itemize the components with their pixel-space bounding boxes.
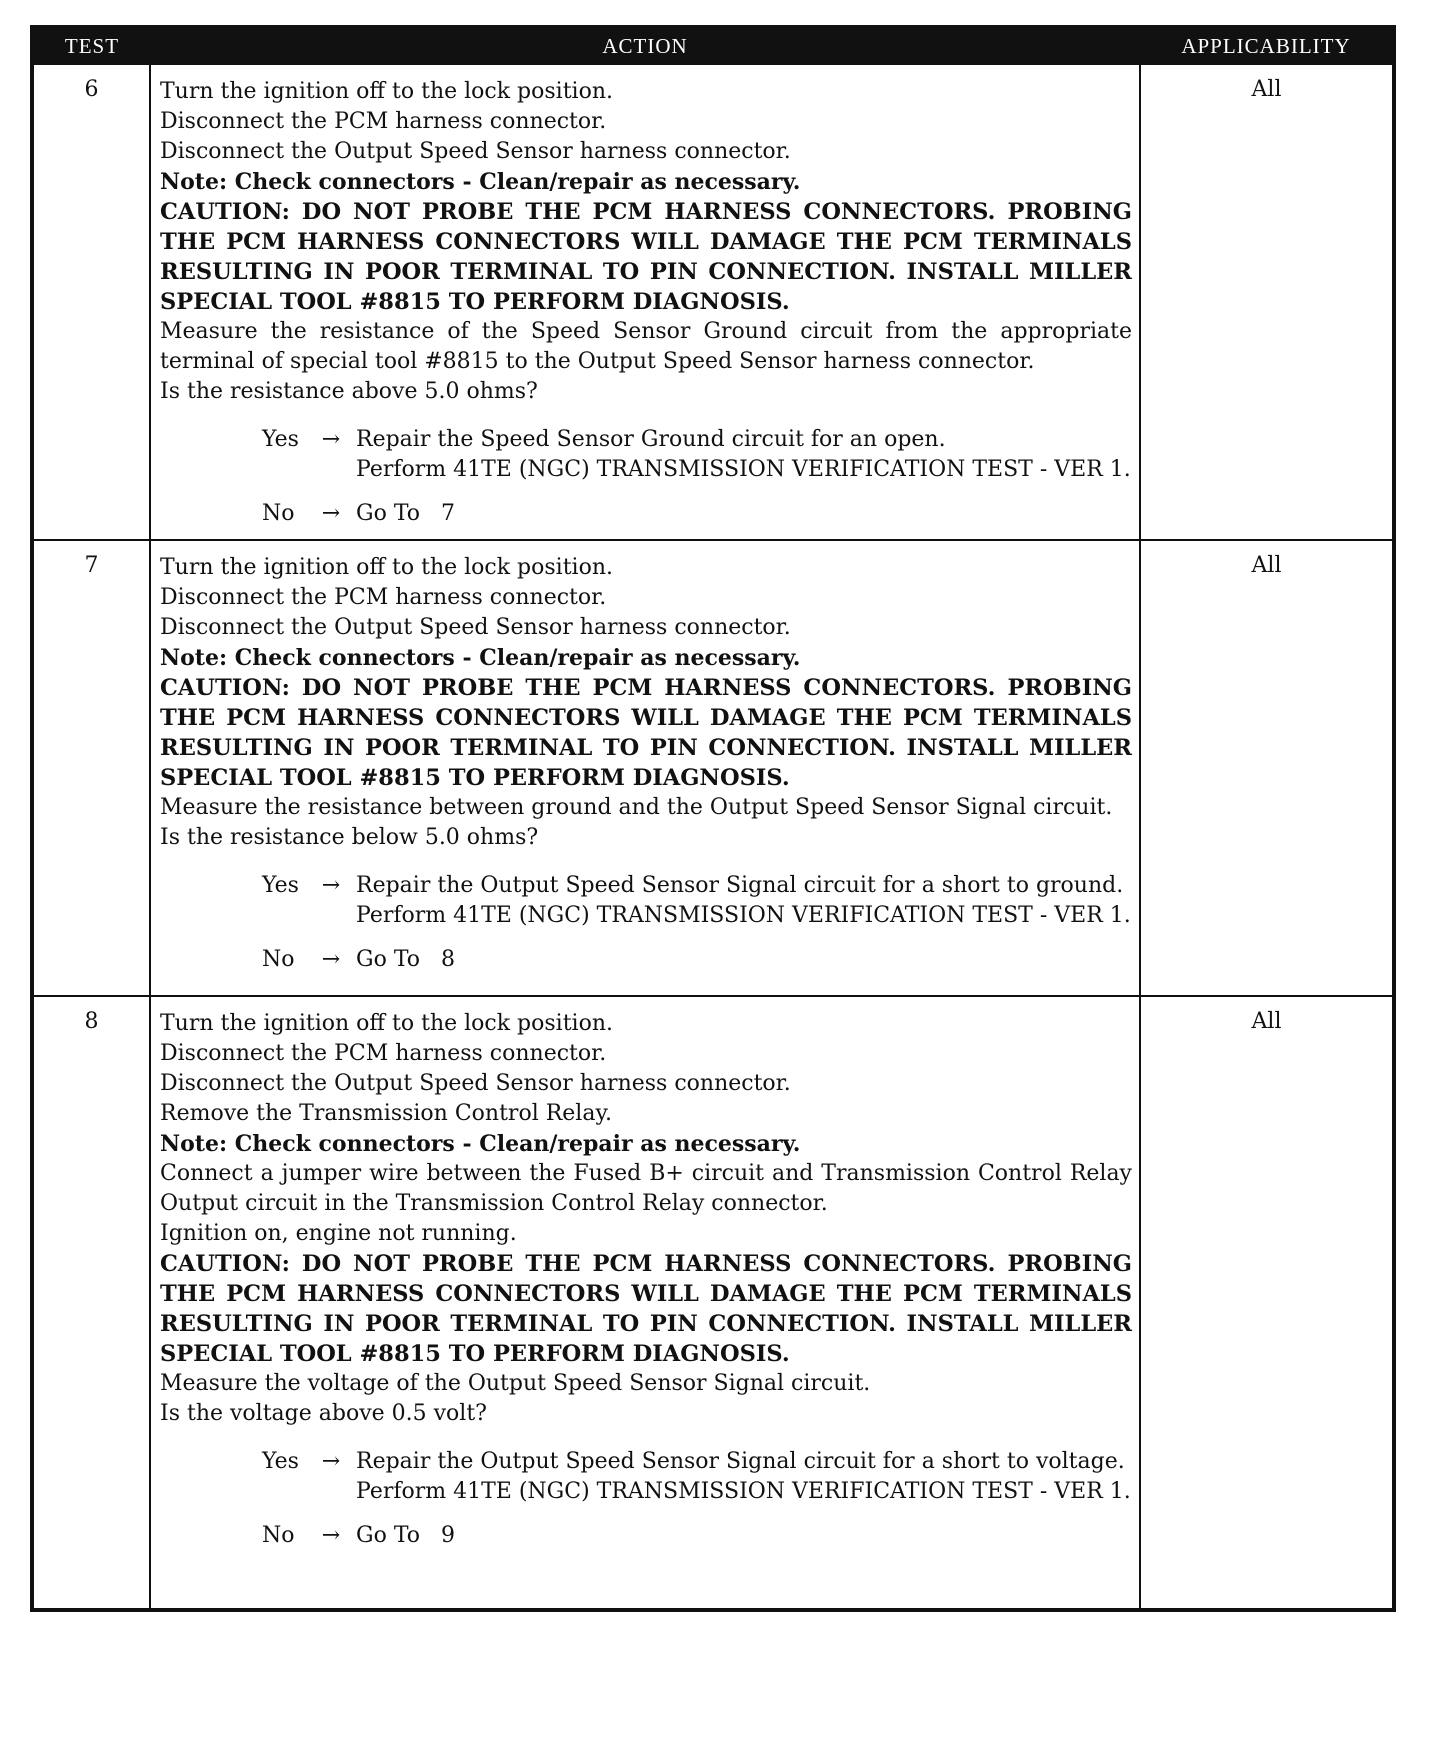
no-label: No	[262, 947, 295, 972]
action-cell	[150, 64, 1140, 540]
measure-text: Measure the resistance between ground and the Output Speed Sensor Signal circuit.	[160, 795, 1113, 820]
yes-result	[262, 1447, 1132, 1507]
applicability-value: All	[1140, 540, 1394, 996]
arrow-right-icon: →	[321, 501, 341, 526]
table-row	[32, 540, 1394, 996]
step-text: Disconnect the PCM harness connector.	[160, 585, 607, 610]
test-number: 6	[32, 64, 150, 540]
step-text: Disconnect the PCM harness connector.	[160, 1041, 607, 1066]
measure-text: Measure the resistance of the Speed Sensor Ground circuit from the appropriate terminal of special tool #8815 to the Output Speed Sensor harness connector.	[160, 319, 1132, 374]
note-text: Note: Check connectors - Clean/repair as necessary.	[160, 169, 801, 195]
applicability-value: All	[1140, 996, 1394, 1610]
header-test: TEST	[32, 27, 150, 64]
arrow-right-icon: →	[321, 1449, 341, 1474]
header-action: ACTION	[150, 27, 1140, 64]
yes-action-text: Repair the Output Speed Sensor Signal circuit for a short to voltage.	[356, 1449, 1125, 1474]
yes-verify-text: Perform 41TE (NGC) TRANSMISSION VERIFICATION TEST - VER 1.	[356, 1479, 1131, 1504]
yes-verify-text: Perform 41TE (NGC) TRANSMISSION VERIFICATION TEST - VER 1.	[356, 903, 1131, 928]
no-action-text: Go To 7	[356, 501, 455, 526]
step-text: Connect a jumper wire between the Fused B+ circuit and Transmission Control Relay Output circuit in the Transmission Control Relay connector.	[160, 1161, 1132, 1216]
header-row	[32, 27, 1394, 64]
diagnostic-test-table	[30, 25, 1396, 1612]
measure-text: Measure the voltage of the Output Speed Sensor Signal circuit.	[160, 1371, 871, 1396]
note-text: Note: Check connectors - Clean/repair as necessary.	[160, 645, 801, 671]
arrow-right-icon: →	[321, 947, 341, 972]
no-label: No	[262, 1523, 295, 1548]
yes-result	[262, 871, 1132, 931]
step-text: Disconnect the Output Speed Sensor harness connector.	[160, 139, 791, 164]
no-result	[262, 499, 1132, 529]
yes-result	[262, 425, 1132, 485]
step-text: Turn the ignition off to the lock position.	[160, 555, 613, 580]
yes-outcome	[356, 1447, 1132, 1507]
step-text: Turn the ignition off to the lock position.	[160, 1011, 613, 1036]
applicability-value: All	[1140, 64, 1394, 540]
step-text: Turn the ignition off to the lock position.	[160, 79, 613, 104]
yes-outcome	[356, 871, 1132, 931]
step-text: Disconnect the PCM harness connector.	[160, 109, 607, 134]
question-text: Is the resistance below 5.0 ohms?	[160, 825, 539, 850]
test-number: 8	[32, 996, 150, 1610]
arrow-right-icon: →	[321, 873, 341, 898]
yes-label: Yes	[262, 427, 299, 452]
arrow-right-icon: →	[321, 427, 341, 452]
no-result	[262, 945, 1132, 975]
test-number: 7	[32, 540, 150, 996]
no-label: No	[262, 501, 295, 526]
yes-action-text: Repair the Speed Sensor Ground circuit for an open.	[356, 427, 946, 452]
action-cell	[150, 540, 1140, 996]
step-text: Disconnect the Output Speed Sensor harness connector.	[160, 615, 791, 640]
arrow-right-icon: →	[321, 1523, 341, 1548]
header-applicability: APPLICABILITY	[1140, 27, 1394, 64]
no-result	[262, 1521, 1132, 1551]
caution-text: CAUTION: DO NOT PROBE THE PCM HARNESS CONNECTORS. PROBING THE PCM HARNESS CONNECTORS WILL DAMAGE THE PCM TERMINALS RESULTING IN POOR TERMINAL TO PIN CONNECTION. INSTALL MILLER SPECIAL TOOL #8815 TO PERFORM DIAGNOSIS.	[160, 1251, 1132, 1367]
table-row	[32, 996, 1394, 1610]
caution-text: CAUTION: DO NOT PROBE THE PCM HARNESS CONNECTORS. PROBING THE PCM HARNESS CONNECTORS WILL DAMAGE THE PCM TERMINALS RESULTING IN POOR TERMINAL TO PIN CONNECTION. INSTALL MILLER SPECIAL TOOL #8815 TO PERFORM DIAGNOSIS.	[160, 675, 1132, 791]
step-text: Ignition on, engine not running.	[160, 1221, 517, 1246]
question-text: Is the resistance above 5.0 ohms?	[160, 379, 538, 404]
step-text: Disconnect the Output Speed Sensor harness connector.	[160, 1071, 791, 1096]
caution-text: CAUTION: DO NOT PROBE THE PCM HARNESS CONNECTORS. PROBING THE PCM HARNESS CONNECTORS WILL DAMAGE THE PCM TERMINALS RESULTING IN POOR TERMINAL TO PIN CONNECTION. INSTALL MILLER SPECIAL TOOL #8815 TO PERFORM DIAGNOSIS.	[160, 199, 1132, 315]
yes-action-text: Repair the Output Speed Sensor Signal circuit for a short to ground.	[356, 873, 1124, 898]
no-action-text: Go To 8	[356, 947, 455, 972]
table-row	[32, 64, 1394, 540]
note-text: Note: Check connectors - Clean/repair as necessary.	[160, 1131, 801, 1157]
yes-outcome	[356, 425, 1132, 485]
yes-label: Yes	[262, 1449, 299, 1474]
action-cell	[150, 996, 1140, 1610]
table-header	[32, 27, 1394, 64]
no-action-text: Go To 9	[356, 1523, 455, 1548]
yes-verify-text: Perform 41TE (NGC) TRANSMISSION VERIFICATION TEST - VER 1.	[356, 457, 1131, 482]
yes-label: Yes	[262, 873, 299, 898]
step-text: Remove the Transmission Control Relay.	[160, 1101, 612, 1126]
question-text: Is the voltage above 0.5 volt?	[160, 1401, 487, 1426]
